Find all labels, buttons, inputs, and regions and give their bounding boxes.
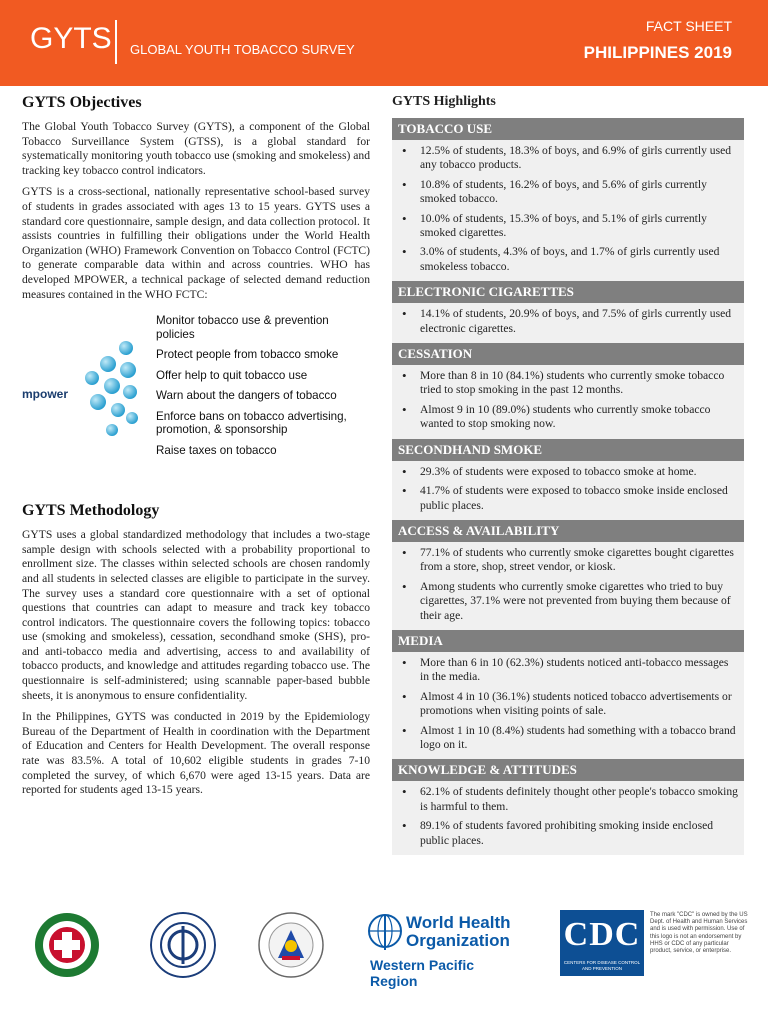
section-electronic-cigarettes — [392, 303, 744, 343]
mpower-list — [156, 314, 370, 464]
list-item: • More than 6 in 10 (62.3%) students noticed anti-tobacco messages in the media. — [398, 656, 738, 685]
section-heading-cessation: CESSATION — [392, 343, 744, 365]
cdc-subtitle: CENTERS FOR DISEASE CONTROL AND PREVENTION — [563, 960, 641, 971]
header-subtitle: GLOBAL YOUTH TOBACCO SURVEY — [130, 42, 355, 57]
list-item: • 89.1% of students favored prohibiting smoking inside enclosed public places. — [398, 819, 738, 848]
epidemiology-bureau-seal-icon — [150, 912, 216, 978]
republic-philippines-seal-icon — [258, 912, 324, 978]
gyts-logo: GYTS — [30, 22, 112, 55]
who-emblem-icon — [366, 912, 404, 952]
who-region: Western Pacific Region — [370, 957, 475, 989]
mpower-logo-text: mpower — [22, 387, 69, 402]
objectives-paragraph-2: GYTS is a cross-sectional, nationally representative school-based survey of students in grades associated with ages 13 to 15 years. GYTS uses a standard core questionnaire, sample design, and data collection protocol. It assists countries in fulfilling their obligations under the World Health Organization (WHO) Framework Convention on Tobacco Control (FCTC) to generate comparable data within and across countries. WHO has developed MPOWER, a technical package of selected demand reduction measures contained in the WHO FCTC: — [22, 185, 370, 301]
list-item: • Among students who currently smoke cigarettes who tried to buy cigarettes, 37.1% were not prevented from buying them because of their age. — [398, 580, 738, 623]
list-item: • 29.3% of students were exposed to tobacco smoke at home. — [398, 465, 738, 479]
list-item: • 14.1% of students, 20.9% of boys, and 7.5% of girls currently used electronic cigarettes. — [398, 307, 738, 336]
list-item: • 77.1% of students who currently smoke cigarettes bought cigarettes from a store, shop, street vendor, or kiosk. — [398, 546, 738, 575]
right-column — [392, 94, 744, 855]
header-banner — [0, 0, 768, 86]
list-item: • Almost 1 in 10 (8.4%) students had something with a tobacco brand logo on it. — [398, 724, 738, 753]
cdc-disclaimer: The mark "CDC" is owned by the US Dept. of Health and Human Services and is used with permission. Use of this logo is not an endorsement by HHS or CDC of any particular product, service, or enterprise. — [650, 912, 748, 955]
objectives-paragraph-1: The Global Youth Tobacco Survey (GYTS), a component of the Global Tobacco Surveillance System (GTSS), is a global standard for systematically monitoring youth tobacco use (smoking and smokeless) and tracking key tobacco control indicators. — [22, 120, 370, 177]
who-name: World Health Organization — [406, 913, 511, 950]
left-column — [22, 94, 370, 805]
fact-sheet-label: FACT SHEET — [645, 18, 732, 34]
section-cessation — [392, 365, 744, 439]
mpower-item: Monitor tobacco use & prevention policies — [156, 314, 329, 341]
list-item: • 10.0% of students, 15.3% of boys, and 5.1% of girls currently smoked cigarettes. — [398, 212, 738, 241]
mpower-item: Protect people from tobacco smoke — [156, 348, 339, 362]
highlights-title: GYTS Highlights — [392, 94, 496, 109]
methodology-paragraph-2: In the Philippines, GYTS was conducted in 2019 by the Epidemiology Bureau of the Department of Health in coordination with the Department of Education and Centers for Health Development. The overall response rate was 83.5%. A total of 10,602 eligible students in grades 7-10 completed the survey, of which 6,670 were aged 13-15 years. Data are reported for students aged 13-15 years. — [22, 710, 370, 797]
country-year: PHILIPPINES 2019 — [583, 43, 732, 62]
section-media — [392, 652, 744, 759]
section-access-availability — [392, 542, 744, 630]
section-secondhand-smoke — [392, 461, 744, 520]
section-tobacco-use — [392, 140, 744, 281]
list-item: • More than 8 in 10 (84.1%) students who currently smoke tobacco tried to stop smoking in the past 12 months. — [398, 369, 738, 398]
section-heading-tobacco-use: TOBACCO USE — [392, 118, 744, 140]
header-divider — [115, 20, 117, 64]
mpower-item: Offer help to quit tobacco use — [156, 368, 308, 382]
section-heading-electronic-cigarettes: ELECTRONIC CIGARETTES — [392, 281, 744, 303]
list-item: • 3.0% of students, 4.3% of boys, and 1.7% of girls currently used smokeless tobacco. — [398, 245, 738, 274]
list-item: • 12.5% of students, 18.3% of boys, and 6.9% of girls currently used any tobacco products. — [398, 144, 738, 173]
list-item: • Almost 4 in 10 (36.1%) students noticed tobacco advertisements or promotions when visiting points of sale. — [398, 690, 738, 719]
objectives-title: GYTS Objectives — [22, 94, 142, 111]
list-item: • 62.1% of students definitely thought other people's tobacco smoking is harmful to them. — [398, 785, 738, 814]
section-knowledge-attitudes — [392, 781, 744, 855]
section-heading-access-availability: ACCESS & AVAILABILITY — [392, 520, 744, 542]
who-logo — [366, 910, 516, 989]
mpower-item: Raise taxes on tobacco — [156, 443, 277, 457]
section-heading-knowledge-attitudes: KNOWLEDGE & ATTITUDES — [392, 759, 744, 781]
cdc-letters: CDC — [563, 916, 641, 953]
list-item: • 41.7% of students were exposed to tobacco smoke inside enclosed public places. — [398, 484, 738, 513]
mpower-item: Warn about the dangers of tobacco — [156, 389, 337, 403]
mpower-graphic — [22, 314, 370, 484]
cdc-logo — [560, 910, 644, 976]
department-of-health-seal-icon — [34, 912, 100, 978]
methodology-paragraph-1: GYTS uses a global standardized methodology that includes a two-stage sample design with schools selected with a probability proportional to enrollment size. The classes within selected schools are chosen randomly and all students in selected classes are eligible to participate in the survey. The survey uses a standard core questionnaire with a set of optional questions that countries can adapt to measure and track key tobacco control indicators. The questionnaire covers the following topics: tobacco use (smoking and smokeless), cessation, secondhand smoke (SHS), pro- and anti-tobacco media and advertising, access to and availability of tobacco products, and knowledge and attitudes regarding tobacco use. The questionnaire is self-administered; using scannable paper-based bubble sheets, it is anonymous to ensure confidentiality. — [22, 528, 370, 702]
section-heading-media: MEDIA — [392, 630, 744, 652]
list-item: • 10.8% of students, 16.2% of boys, and 5.6% of girls currently smoked tobacco. — [398, 178, 738, 207]
mpower-item: Enforce bans on tobacco advertising, promotion, & sponsorship — [156, 409, 347, 437]
list-item: • Almost 9 in 10 (89.0%) students who currently smoke tobacco wanted to stop smoking now. — [398, 403, 738, 432]
methodology-title: GYTS Methodology — [22, 502, 160, 520]
section-heading-secondhand-smoke: SECONDHAND SMOKE — [392, 439, 744, 461]
